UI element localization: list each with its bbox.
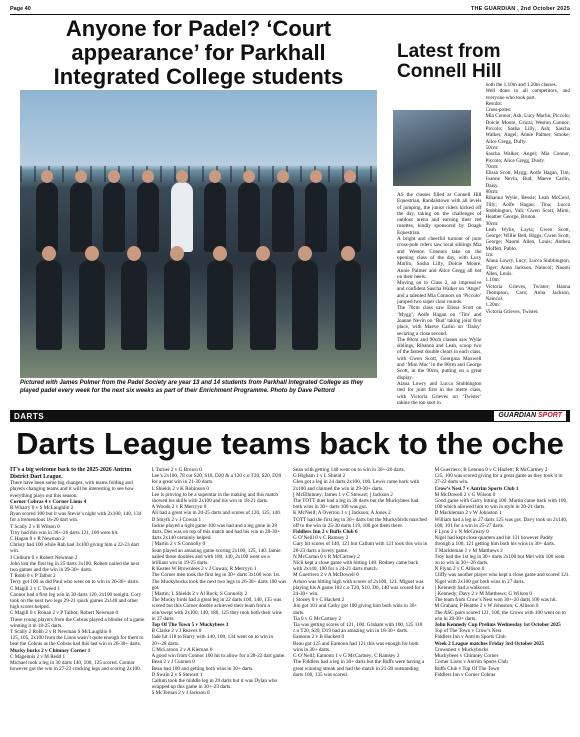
student-figure	[204, 182, 226, 252]
paragraph: Good game with Garry hitting 100. Martin came back with 100, 100 which allowed him to win in style in 20-21 darts.	[434, 498, 568, 511]
paragraph: [ Martin; L Shields 2 v Al Rock; S Connolly 2	[151, 591, 248, 598]
paragraph: 125, 100 was scored giving for a great game as they took it in 27-22 darts win.	[434, 473, 563, 486]
paragraph: Nicli kept a close game with hitting 140. Rodney came back with 2x140, 100 for a 24-21 darts match.	[293, 560, 419, 573]
paragraph: Muckybees v Chimney Corner	[434, 653, 499, 660]
page-number: Page 40	[10, 6, 31, 12]
header-rule	[10, 14, 570, 15]
brand-word-b: SPORT	[538, 412, 562, 419]
paragraph: Eamonn 2 v B Hackett 0	[293, 634, 345, 641]
student-figure	[70, 182, 92, 252]
paragraph: 80cm:	[485, 189, 499, 196]
paragraph: Well done to all competitors, and everyone who took part.	[485, 88, 570, 101]
paragraph: Mia Connor, Ash; Lucy Marlin, Piccolo; Dolcie Moore, Grizzi; Weston Connor; Piccolo; Sasha Lilly, Ash; Sascha Walker, Angel; Annie Palmer, Smoke; Alice Gregg, Dufty.	[485, 113, 570, 145]
paragraph: Fiddlers Inn v Corner Cobras	[434, 671, 496, 678]
paragraph: There have been some big changes, with teams folding and players changing teams and it will be interesting to see how everything plays out this season.	[10, 480, 134, 499]
paragraph: D Mackleman 2 v W Johnston 1	[434, 510, 502, 517]
paragraph: N McCartan 0 v R McCartney 2	[293, 553, 360, 560]
photo-fence	[20, 166, 377, 182]
paragraph: Top Of The Town 5 v Muckybees 3	[151, 622, 229, 629]
student-figure	[36, 182, 58, 252]
paragraph: A good win from Connor 100 hit to allow for a 28-22 dart game.	[151, 653, 286, 660]
paragraph: Sean played an amazing game scoring 2x100, 125, 140. Jamie nailed those doubles and with 180, 140, 2x100 went on a brilliant win in 19-25 darts.	[151, 547, 281, 567]
paragraph: Gary hit scores of 140, 121 but Callum with 121 took this win in 28-23 darts a lovely game.	[293, 541, 428, 554]
paragraph: Leah Wylie, Layla; Gwen Scott, George; Willie Bell, Higgs; Gwen Scott, George; Naomi Allen, Louis; Anthea Moffett, Pablo.	[485, 226, 570, 252]
paragraph: Corner Lions v Antrim Sports Club	[434, 659, 508, 666]
student-figure	[164, 260, 190, 350]
student-figure	[305, 182, 327, 252]
paragraph: 1m:	[485, 252, 494, 259]
paragraph: These young players from the Cobras played a blinder of a game winning it in 18-25 darts.	[10, 616, 145, 629]
paragraph: N Flynn 2 v C Allison 0	[434, 566, 485, 573]
paragraph: The Corner men took the first leg in 30+ darts 3x100 won 1st. The Muckybucks took the next two legs in 26-30+ darts 100 was got.	[151, 572, 287, 591]
paragraph: Sean with getting 140 went on to win in 30+-26 darts.	[293, 467, 405, 473]
paragraph: The Fiddlers had a leg in 30+ darts but the Buffs were having a great winning streak and had the match in 21-20 outstanding darts 100, 135 was scored.	[293, 659, 425, 678]
student-figure	[238, 182, 260, 252]
paragraph: Alana Lowry and Lucca Stubbington tied for joint first in the metre class, with Victoria Grieves on ‘Twister’ taking the top spot in	[397, 380, 482, 404]
paragraph: T Mackleman 1 v M Matthews 2	[434, 547, 503, 554]
section-label: DARTS	[14, 411, 45, 421]
paragraph: C Magill 2 v C Tweed 1	[10, 585, 60, 592]
paragraph: Lee’s 2x100, 78 cut S20, S18, D20 & a 120 c.o T20, S20, D20 for a great win in 21-30 darts.	[151, 473, 282, 486]
paragraph: T Scally 2 v B Wilson 0	[10, 523, 60, 530]
student-figure	[121, 260, 147, 350]
student-figure	[207, 260, 233, 350]
paragraph: C Magennis 2 v M Redd 1	[10, 653, 66, 660]
paragraph: Beau 2 v J Cunnon 0	[151, 659, 195, 666]
paragraph: Jackie played a tight game 100 was had and a leg gone in 28 darts. Des was on top of this match and had his win in 28-30+ darts 2x140 certainly helped.	[151, 522, 281, 542]
paragraph: Jim got 101 and Cathy got 100 giving him both wins in 30+ darts.	[293, 603, 418, 616]
student-figure	[292, 260, 318, 350]
paragraph: Cross-poles:	[485, 107, 512, 114]
darts-column-3	[293, 467, 429, 731]
paragraph: 125, 105, 2x100 from the Lions wasn’t quite enough for them to beat the Cobras as the Cobras had this last win in 26-30+ darts.	[10, 635, 144, 648]
darts-body	[10, 467, 570, 731]
student-figure	[36, 260, 62, 350]
darts-column-1	[10, 467, 146, 731]
paragraph: Alana Lowry, Lucy; Lucca Stubbington, Tiger; Anna Jackson, Naincol; Naomi Allen, Louis.	[485, 258, 570, 277]
paragraph: 50cm:	[485, 144, 499, 151]
photo-back-row	[36, 182, 361, 252]
paragraph: Rihanna Wylie, Bessie; Leah McCord, Tilly; Aoife Hagan; Tina; Lucca Stubbington, Vali; Gwen Scott, Mimi; Heather George, Bruton.	[485, 195, 570, 221]
paragraph: A Woods 2 v R Merryyn 0	[151, 504, 207, 511]
paragraph: Moving on to Class 2, an impressive and confident Sascha Walker on ‘Angel’ and a talented Mia Connors on ‘Piccolo’ jumped two super clear rounds.	[397, 280, 482, 306]
paragraph: The TOTT duet had a leg in 30 darts but the Muckybees had both wins in 30+ darts 100 was got.	[293, 498, 419, 511]
paragraph: Glen got a leg in 24 darts 2x100, 100. Lewis came back with 2x100 and claimed the win in 29-30+ darts.	[293, 479, 420, 492]
latest-photo	[393, 110, 471, 186]
student-figure	[339, 182, 361, 252]
paragraph: both the 1.10m and 1.20m classes.	[485, 82, 557, 88]
brand-word-a: GUARDIAN	[498, 412, 537, 419]
paragraph: [ McElhinney; James 1 v C Stewart; ] Jackson 2	[293, 491, 393, 498]
padel-story	[10, 18, 387, 404]
paragraph: G Higham 1 v L Shield 2	[293, 473, 346, 480]
paragraph: Results:	[485, 100, 503, 107]
paragraph: The Mucky birds had a great leg in 22 darts 100, 140, 135 was scored but this Corner double achieved their team from a win/swept with 2x100, 140, 180, 125 they took both their wins in 27 darts.	[151, 597, 282, 622]
paragraph: M McDowell 2 v G Wilson 0	[434, 491, 496, 498]
brand-logo	[494, 411, 566, 421]
paragraph: S McTernan 2 v J Jackson 0	[151, 690, 210, 697]
paragraph: Jade hit 118 to Harry with 140, 100, 134 went on to win in 20+-28 darts.	[151, 634, 274, 647]
padel-photo	[20, 90, 377, 378]
page-header	[10, 4, 570, 14]
paragraph: Week 2 League matches Friday 3rd October 2025	[434, 640, 545, 647]
paragraph: The 80cm and 90cm classes saw Wylie siblings, Rihanna and Leah, scoop two of the fastest double clears in each class, with Gwen Scott, Georgina Maxwell and ‘Mini Mac’ in the 80cm and George Scott, in the 90cm, putting on a great display.	[397, 336, 482, 381]
paragraph: T Robb 0 v P Talbot 2	[10, 573, 56, 580]
paragraph: 90cm:	[485, 220, 499, 227]
paragraph: AS the classes filled at Connell Hill Equestrian, Randalstown with all levels of jumping, the junior riders kicked off the day, taking on the challenges of outdoor arena and earning their red rosettes, kindly sponsored by Doagh Equestrian.	[397, 192, 482, 236]
paragraph: G O’Neill 0 v C Ramsey 2	[293, 535, 349, 542]
paragraph: [ Kennedy had a walkover.	[434, 584, 491, 591]
paragraph: C Magill 0 v Ronan 2 v P Talbot; Robert Newman 0	[10, 610, 119, 617]
paragraph: J Colburn 0 v Robert Newman 2	[10, 554, 78, 561]
paragraph: William had a leg in 27 darts 125 was got. Davy took on 2x140, 100, 101 for a win in 25-27 darts.	[434, 516, 568, 529]
paragraph: D Smyth 2 v J Cowan 1	[151, 516, 202, 523]
paragraph: Tia 0 v G McCartney 2	[293, 615, 342, 622]
paragraph: [ Kennedy; Davy 2 v M Matthews; G Wilson 0	[434, 591, 533, 598]
latest-col1-text	[397, 192, 482, 404]
darts-column-2	[152, 467, 288, 731]
paragraph: Callum took the middle leg in 29 darts but it was Dylan who wrapped up this game in 30+-23 darts.	[151, 677, 278, 691]
paragraph: [ Martin 2 v S Connolly 0	[151, 541, 206, 548]
paragraph: 1.20m:	[485, 302, 501, 309]
paragraph: Mucky bucks 2 v Chimney Corner 1	[10, 647, 91, 654]
paragraph: The ASC pairs scored 121, 100, the Crows with 100 went on to win in 29-30+ darts.	[434, 609, 566, 622]
paragraph: L Shields 2 v K Robinson 0	[151, 485, 209, 492]
paragraph: Victoria Grieves, Twister.	[485, 308, 539, 315]
latest-column-2	[486, 82, 571, 404]
paragraph: 70cm:	[485, 163, 499, 170]
student-figure	[79, 260, 105, 350]
paragraph: Michael took a leg in 30 darts 140, 100, 125 scored. Connor however got the win in 27-23 cracking legs and scoring 2x100.	[10, 660, 141, 673]
paragraph: John lost the first leg in 25 darts 3x100. Robert nailed the next two games and the win in 29-30+ darts.	[10, 560, 140, 574]
paragraph: Lee is proving to be a superstar in the making and this match showed his skills with 2x100 and his win in 18-21 darts.	[151, 491, 278, 505]
paragraph: 1.10m:	[485, 277, 501, 284]
paragraph: Beau got 125 and Eamonn had 121 this was enough for both wins in 30+ darts.	[293, 640, 419, 653]
paragraph: Crowsnest v Muckybucks	[434, 646, 489, 653]
paragraph: Elissa Scott, Mygg; Aoife Hagan, Tim; Joanne Nevin, Bud; Maeve Carlin, Daisy.	[485, 170, 570, 189]
paragraph: Christy had 100 while Rab had 3x100 giving him a 22-23 dart win.	[10, 542, 139, 555]
paragraph: C Hagan 0 v R Newman 2	[10, 536, 65, 543]
student-figure	[335, 260, 361, 350]
section-banner	[10, 410, 570, 422]
padel-headline: Anyone for Padel? ‘Court appearance’ for Parkhall Integrated College students	[10, 18, 387, 88]
paragraph: Top of The Town v Crow’s Nest	[434, 628, 502, 635]
paragraph: G O’Neill; Eamonn 1 v G McCartney; C Ramsey 2	[293, 653, 400, 660]
paragraph: A bright and cheerful turnout of pure cross-pole riders saw local siblings Mia and Weston Connors take on the opening class of the day, with Lucy Marlin, Sasha Lilly, Dolcie Moore, Annie Palmer and Alice Gregg all hot on their heels.	[397, 236, 482, 280]
paragraph: M Graham; P Beattie 2 v W Johnston; C Allison 0	[434, 603, 539, 610]
paragraph: Terry got 100 as did Paul who went on to win in 26-30+ darts.	[10, 579, 140, 586]
paragraph: Troy had the 1st leg in 30+ darts 2x100 but Mel with 100 went on to win in 30+-26 darts.	[434, 553, 565, 567]
latest-headline: Latest from Connell Hill	[397, 41, 502, 82]
student-figure	[137, 182, 159, 252]
paragraph: Tia was getting scores of 121, 100. Graham with 100, 125 118 c.o T20, S20, D19 had an amazing win in 18-30+ darts.	[293, 622, 423, 635]
paragraph: Sascha Walker, Angel; Mia Connor, Piccolo; Alice Gregg, Dusty.	[485, 151, 570, 164]
paragraph: Fiddlers Inn v Antrim Sports Club	[434, 634, 506, 641]
paragraph: Ryan scored 100 but it was Stevie’s night with 2x100, 140, 134 for a tremendous 16-20 dart win.	[10, 511, 142, 524]
paragraph: Nigel had kept close quarters and hit 131 however Paddy through a 100, 121 getting him both his wins in 30+ darts.	[434, 535, 556, 548]
paragraph: Arturo was hitting high with scores of 2x100, 121. Miguel was playing his A game 102 c.o T20, S10, D6, 140 was scored for a 24-30+ win.	[293, 578, 425, 598]
paragraph: R Keates W Brownlees 2 v J Cowan; R Merryyn 1	[151, 566, 257, 573]
student-figure	[250, 260, 276, 350]
latest-story	[393, 18, 570, 404]
paragraph: Victoria Grieves, Twister; Hanna Thompson, Cara; Anna Jackson, Naincol.	[485, 283, 570, 303]
paragraph: Ali had a great win in 20-25 darts and scores of 120, 125, 140.	[151, 510, 282, 517]
paragraph: Connor had a first leg win in 30 darts 120, 2x100 tonight. Cory took on the next two legs 29-21 quick games 2x140 and other high scores helped.	[10, 591, 142, 611]
paper-dateline: THE GUARDIAN , 2nd October 2025	[470, 6, 570, 12]
student-figure	[103, 182, 125, 252]
paragraph: L Turner 2 v G Brown 0	[151, 467, 202, 473]
paragraph: M Guerriero 2 v A McDowell 0	[293, 572, 359, 579]
paragraph: John Kennedy Cup Prelims Wednesday 1st October 2025	[434, 622, 561, 629]
paragraph: Corner Cobras 4 v Corner Lions 4	[10, 498, 87, 505]
paragraph: IT’s a big welcome back to the 2025-2026 Antrim District Dart League.	[10, 467, 132, 480]
paragraph: The 70cm class saw Elissa Scott on ‘Mygg’, Aoife Hagan on ‘Tim’ and Joanne Nevin on ‘Bud’ taking joint first place, with Maeve Carlin on ‘Daisy’ securing a close second.	[397, 305, 482, 337]
paragraph: TOTT had the first leg in 30+ darts but the Muckybirds marched off to the win in 25-30 darts 119, 100 got them there.	[293, 516, 427, 529]
paragraph: [ Stoney 0 v C Hackett 2	[293, 597, 345, 604]
darts-headline: Darts League teams back to the oche	[16, 426, 564, 461]
paragraph: Troy had this win in 30+-26 darts 121, 100 were hit.	[10, 529, 119, 536]
paragraph: D Swain 2 v S Stewart 1	[151, 671, 203, 678]
paragraph: F Lynn 2 v N McGreary 0	[434, 529, 489, 536]
paragraph: Beau had 100 and getting both wins in 30+ darts.	[151, 665, 254, 672]
student-figure	[171, 182, 193, 252]
paragraph: Cliffy was another player who kept a close game and scored 121. Nigel with 2x100 got both wins in 27 darts.	[434, 572, 570, 585]
paragraph: Fiddlers Inn 2 v Buffs Club 6	[293, 529, 358, 536]
paragraph: Buffs Club v Top Of The Town	[434, 665, 500, 672]
paragraph: K McNeill; A Overton 1 v ] Jackson; A Jones 2	[293, 510, 391, 517]
paragraph: B Clarke 2 v J Reaves 0	[151, 628, 202, 635]
paragraph: Crow’s Nest 7 v Antrim Sports Club 1	[434, 485, 519, 492]
paragraph: T Scally 2 Robb 2 v R Newman S McLaughlin 0	[10, 629, 112, 636]
paragraph: C McLarnon 2 v A Kiernan 0	[151, 646, 213, 653]
darts-column-4	[435, 467, 571, 731]
paragraph: M Guerriero; B Lennon 0 v C Hazlett; R McCartney 2	[434, 467, 548, 473]
paragraph: The team from Crow’s Nest won 30+-20 darts 100 was hit.	[434, 597, 557, 604]
padel-caption: Pictured with James Polmer from the Padel Society are year 13 and 14 students from Parkhall Integrated College as they played padel every week for the next six weeks as part of their Enrichment Programme. Photo by Dave Pettord	[20, 380, 364, 394]
student-figure	[272, 182, 294, 252]
photo-front-row	[36, 260, 361, 350]
paragraph: R Wharry 0 v S McLaughlin 2	[10, 505, 74, 511]
